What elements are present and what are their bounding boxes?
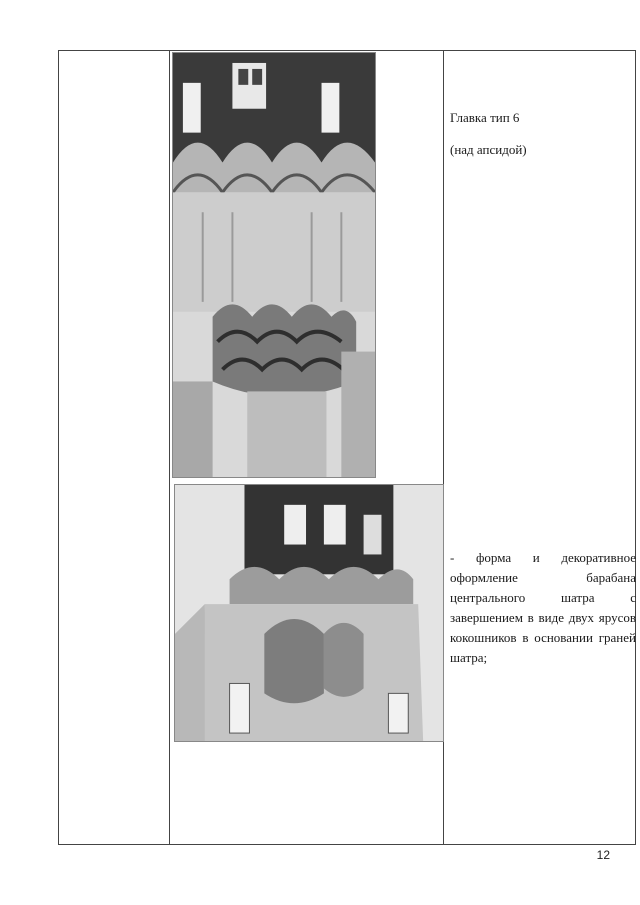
- drum-photo-bottom-image: [175, 485, 443, 741]
- drum-photo-bottom: [174, 484, 444, 742]
- dome-photo-top-image: [173, 53, 375, 477]
- table-column-divider: [169, 51, 170, 844]
- element-location-subtitle: (над апсидой): [450, 142, 527, 157]
- element-title-cell: [450, 108, 636, 172]
- dome-photo-top: [172, 52, 376, 478]
- element-type-title: Главка тип 6: [450, 110, 520, 125]
- page-number: 12: [596, 848, 610, 862]
- element-description-cell: [450, 548, 636, 668]
- element-description-text: - форма и декоративное оформление барабана центрального шатра с завершением в виде двух ярусов кокошников в основании граней шатра;: [450, 550, 636, 665]
